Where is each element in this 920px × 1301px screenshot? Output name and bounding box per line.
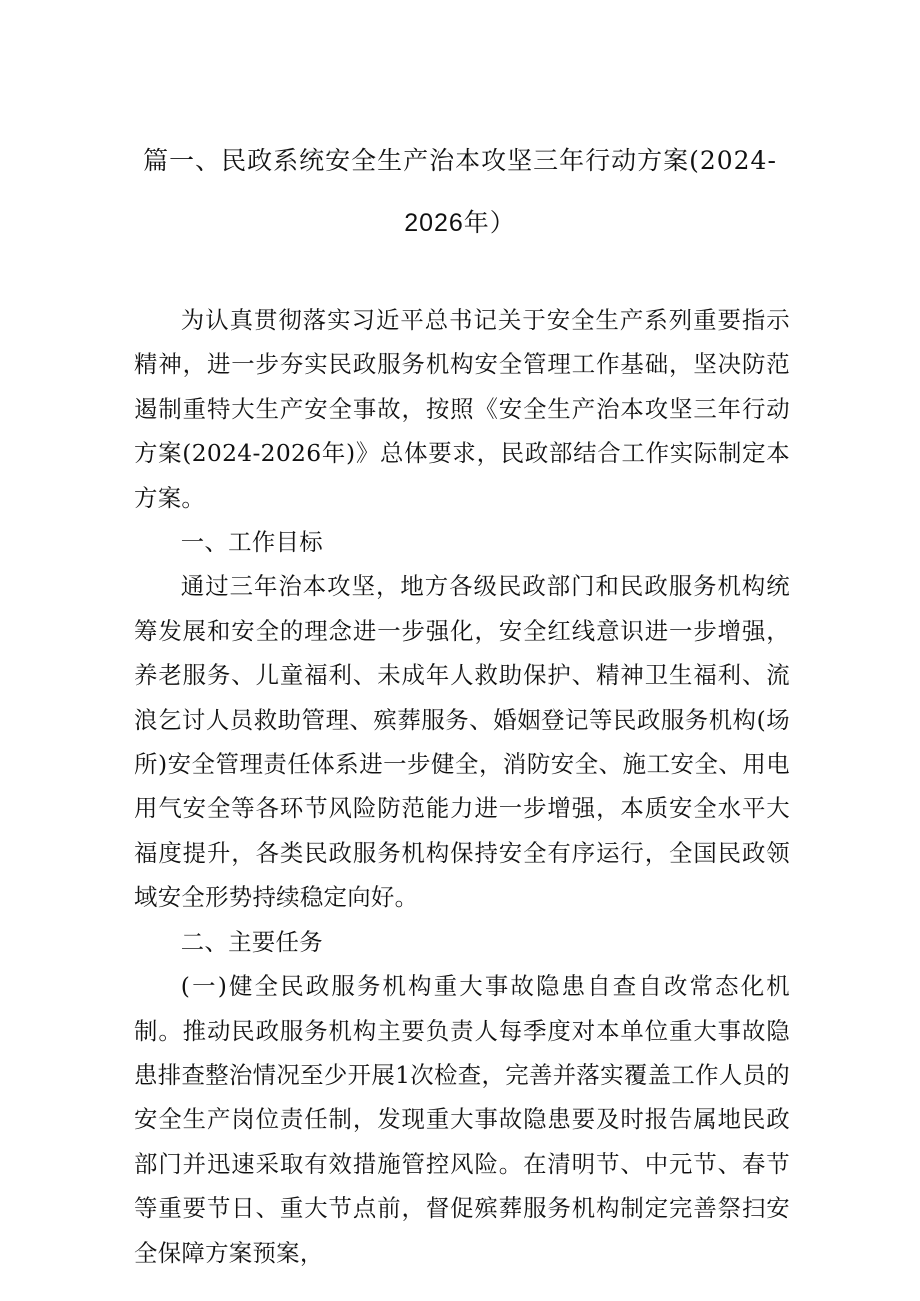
section-heading-main-tasks: 二、主要任务 <box>180 927 323 956</box>
main-tasks-paragraph-1: (一)健全民政服务机构重大事故隐患自查自改常态化机制。推动民政服务机构主要负责人每季度对本单位重大事故隐患排查整治情况至少开展1次检查，完善并落实覆盖工作人员的安全生产岗位责任制，发现重大事故隐患要及时报告属地民政部门并迅速采取有效措施管控风险。在清明节、中元节、春节等重要节日、重大节点前，督促殡葬服务机构制定完善祭扫安全保障方案预案， <box>134 972 790 1267</box>
document-body <box>134 298 790 1275</box>
work-goals-paragraph: 通过三年治本攻坚，地方各级民政部门和民政服务机构统筹发展和安全的理念进一步强化，安全红线意识进一步增强，养老服务、儿童福利、未成年人救助保护、精神卫生福利、流浪乞讨人员救助管理、殡葬服务、婚姻登记等民政服务机构(场所)安全管理责任体系进一步健全，消防安全、施工安全、用电用气安全等各环节风险防范能力进一步增强，本质安全水平大福度提升，各类民政服务机构保持安全有序运行，全国民政领域安全形势持续稳定向好。 <box>134 572 790 912</box>
intro-paragraph: 为认真贯彻落实习近平总书记关于安全生产系列重要指示精神，进一步夯实民政服务机构安全管理工作基础，坚决防范遏制重特大生产安全事故，按照《安全生产治本攻坚三年行动方案(2024-2026年)》总体要求，民政部结合工作实际制定本方案。 <box>134 306 790 512</box>
section-heading-work-goals: 一、工作目标 <box>180 528 323 557</box>
document-title-line-2: 2026年） <box>404 209 516 237</box>
document-title-line-1: 篇一、民政系统安全生产治本攻坚三年行动方案(2024- <box>143 146 777 175</box>
